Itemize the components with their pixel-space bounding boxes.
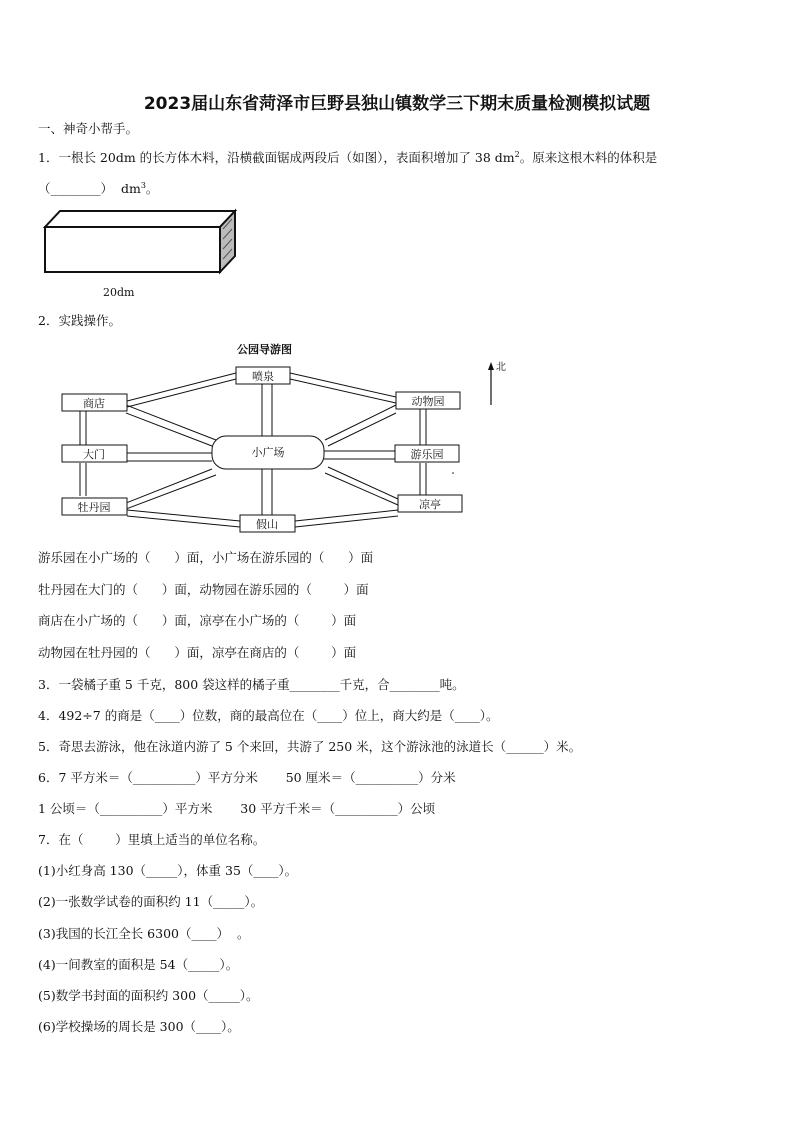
question-5: 5．奇思去游泳，他在泳道内游了 5 个来回，共游了 250 米，这个游泳池的泳道长（______）米。 — [38, 739, 582, 754]
question-6-line-2: 1 公顷＝（__________）平方米 30 平方千米＝（__________）公顷 — [38, 801, 436, 816]
q2-line-2: 牡丹园在大门的（ ）面，动物园在游乐园的（ ）面 — [38, 582, 369, 597]
cuboid-length-label: 20dm — [103, 286, 135, 299]
q7-item-1: (1)小红身高 130（_____），体重 35（____）。 — [38, 863, 298, 878]
section-heading: 一、神奇小帮手。 — [38, 121, 139, 136]
question-1-line-2 — [38, 178, 158, 197]
question-3: 3．一袋橘子重 5 千克，800 袋这样的橘子重________千克，合________吨。 — [38, 677, 465, 692]
node-pavilion: 凉亭 — [419, 498, 441, 511]
north-arrow-icon — [488, 362, 494, 405]
q1-sup-b: 3 — [140, 181, 146, 190]
node-zoo: 动物园 — [411, 395, 445, 408]
node-peony-garden: 牡丹园 — [77, 501, 111, 514]
q7-item-4: (4)一间教室的面积是 54（_____）。 — [38, 957, 239, 972]
q7-item-6: (6)学校操场的周长是 300（____）。 — [38, 1019, 240, 1034]
q1-text-d: 。 — [145, 181, 159, 197]
q1-sup-a: 2 — [514, 150, 520, 159]
node-amusement-park: 游乐园 — [410, 448, 444, 461]
q1-text-a: 1．一根长 20dm 的长方体木料，沿横截面锯成两段后（如图），表面积增加了 38 dm — [38, 150, 515, 166]
node-gate: 大门 — [83, 448, 105, 461]
node-shop: 商店 — [83, 397, 105, 410]
node-rockery: 假山 — [256, 518, 278, 531]
q2-line-1: 游乐园在小广场的（ ）面，小广场在游乐园的（ ）面 — [38, 550, 374, 565]
q1-text-c: （________） dm — [38, 181, 141, 197]
page-title: 2023届山东省菏泽市巨野县独山镇数学三下期末质量检测模拟试题 — [143, 94, 651, 114]
question-4: 4．492÷7 的商是（____）位数，商的最高位在（____）位上，商大约是（____）。 — [38, 708, 499, 723]
north-label: 北 — [496, 362, 506, 373]
question-2-title: 2．实践操作。 — [38, 313, 121, 328]
q7-item-2: (2)一张数学试卷的面积约 11（_____）。 — [38, 894, 264, 909]
park-map — [40, 335, 540, 535]
node-fountain: 喷泉 — [252, 370, 274, 383]
q7-item-5: (5)数学书封面的面积约 300（_____）。 — [38, 988, 259, 1003]
node-plaza: 小广场 — [251, 446, 285, 459]
question-1-line-1 — [38, 147, 657, 166]
q2-line-4: 动物园在牡丹园的（ ）面，凉亭在商店的（ ）面 — [38, 645, 357, 660]
question-6-line-1: 6．7 平方米＝（__________）平方分米 50 厘米＝（__________）分米 — [38, 770, 456, 785]
q1-text-b: 。原来这根木料的体积是 — [519, 150, 658, 166]
q7-item-3: (3)我国的长江全长 6300（____） 。 — [38, 926, 250, 941]
question-7-title: 7．在（ ）里填上适当的单位名称。 — [38, 832, 266, 847]
cuboid-figure — [40, 205, 240, 300]
q2-line-3: 商店在小广场的（ ）面，凉亭在小广场的（ ）面 — [38, 613, 357, 628]
map-title: 公园导游图 — [237, 343, 292, 356]
